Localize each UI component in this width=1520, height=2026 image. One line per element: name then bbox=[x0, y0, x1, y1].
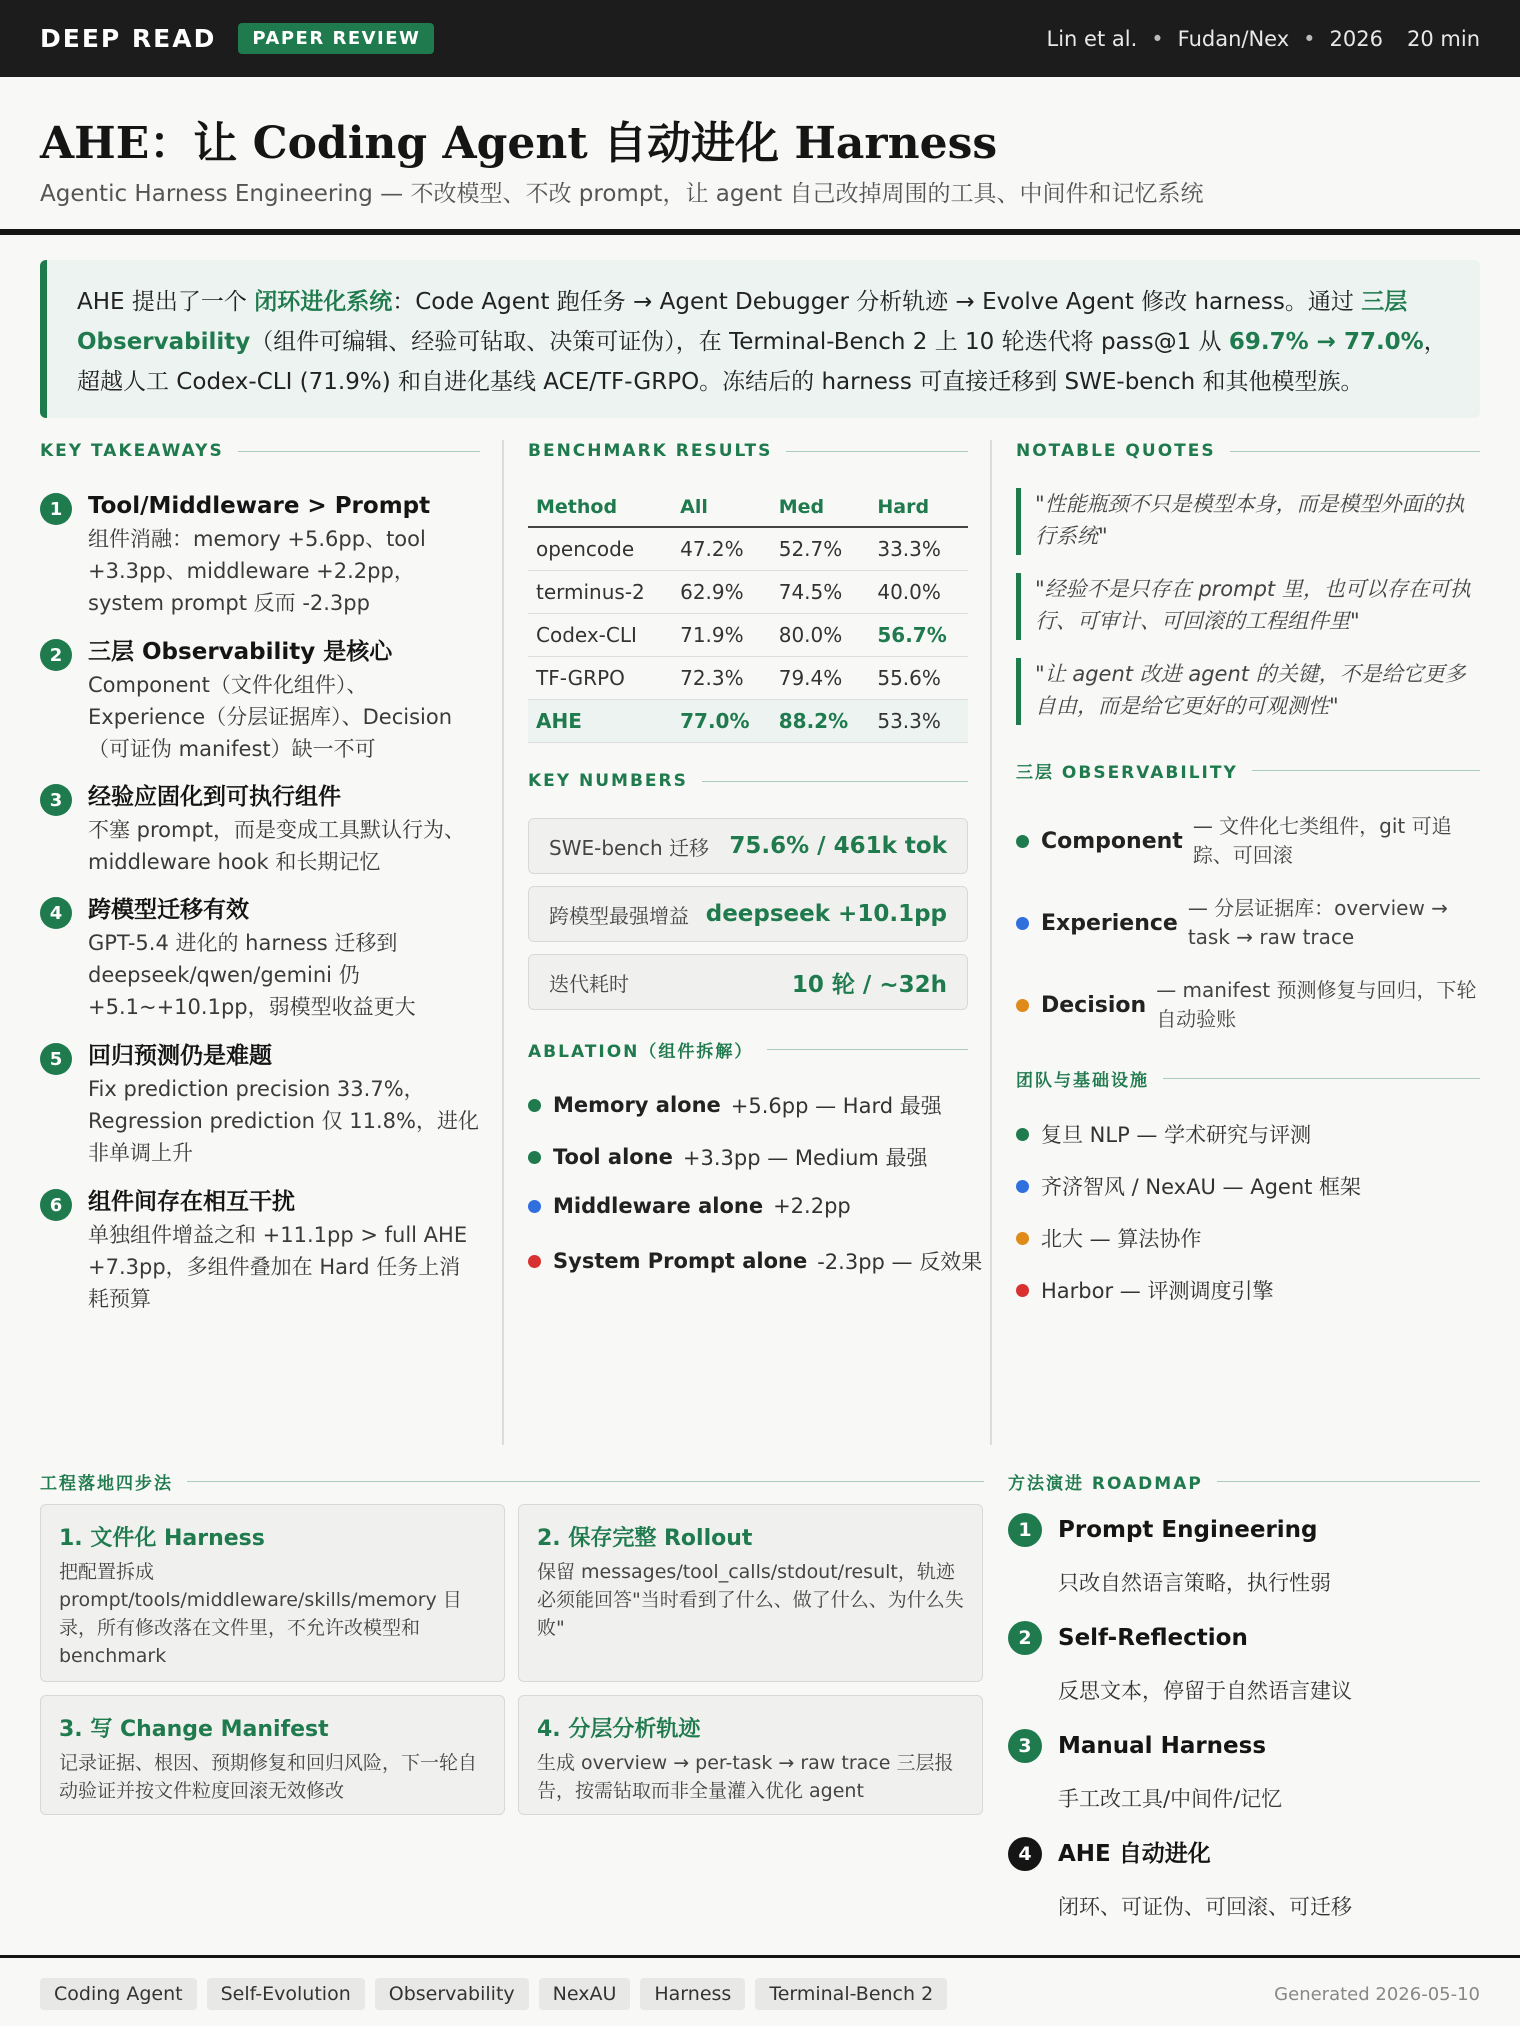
step-card bbox=[40, 1695, 505, 1815]
tag-chip[interactable]: Harness bbox=[640, 1978, 745, 2010]
step-card bbox=[40, 1504, 505, 1682]
observability-item bbox=[1016, 894, 1480, 952]
column-header: Method bbox=[528, 490, 672, 527]
column-divider bbox=[502, 440, 504, 1445]
footer-divider bbox=[0, 1955, 1520, 1958]
takeaway-number: 2 bbox=[40, 639, 72, 671]
page-title: AHE：让 Coding Agent 自动进化 Harness bbox=[40, 118, 998, 169]
ablation-name: Memory alone bbox=[553, 1093, 721, 1117]
roadmap-item bbox=[1008, 1621, 1480, 1705]
team-item bbox=[1016, 1119, 1311, 1149]
separator-dot: • bbox=[1151, 26, 1164, 51]
header-divider bbox=[0, 229, 1520, 235]
roadmap-item bbox=[1008, 1837, 1480, 1921]
table-cell: 52.7% bbox=[771, 527, 870, 570]
team-text: 北大 — 算法协作 bbox=[1041, 1227, 1202, 1251]
roadmap-body: 只改自然语言策略，执行性弱 bbox=[1058, 1571, 1331, 1595]
key-number-label: 跨模型最强增益 bbox=[549, 903, 689, 928]
separator-dot: • bbox=[1303, 26, 1316, 51]
ablation-name: Tool alone bbox=[553, 1145, 673, 1169]
roadmap-number: 1 bbox=[1008, 1513, 1042, 1547]
column-header: All bbox=[672, 490, 771, 527]
table-cell: 77.0% bbox=[672, 699, 771, 742]
roadmap-number: 2 bbox=[1008, 1621, 1042, 1655]
brand-logo: DEEP READ bbox=[40, 24, 217, 53]
quote-item: "性能瓶颈不只是模型本身，而是模型外面的执行系统" bbox=[1016, 488, 1480, 555]
table-cell: 72.3% bbox=[672, 656, 771, 699]
step-title: 1. 文件化 Harness bbox=[59, 1526, 265, 1551]
roadmap-number: 4 bbox=[1008, 1837, 1042, 1871]
organization: Fudan/Nex bbox=[1177, 26, 1290, 51]
ablation-item bbox=[528, 1090, 942, 1120]
table-cell: 33.3% bbox=[869, 527, 968, 570]
ablation-name: Middleware alone bbox=[553, 1194, 764, 1218]
column-header: Hard bbox=[869, 490, 968, 527]
observability-name: Experience bbox=[1041, 910, 1178, 936]
tag-chip[interactable]: Coding Agent bbox=[40, 1978, 197, 2010]
team-text: Harbor — 评测调度引擎 bbox=[1041, 1279, 1274, 1303]
table-row-highlighted bbox=[528, 699, 968, 742]
table-row bbox=[528, 613, 968, 656]
takeaway-title: 三层 Observability 是核心 bbox=[88, 639, 393, 665]
takeaway-item bbox=[40, 1185, 480, 1315]
column-divider bbox=[990, 440, 992, 1445]
observability-item bbox=[1016, 976, 1480, 1034]
roadmap-title: Self-Reflection bbox=[1058, 1625, 1248, 1651]
benchmark-table bbox=[528, 490, 968, 743]
takeaway-item bbox=[40, 635, 480, 765]
team-item bbox=[1016, 1275, 1273, 1305]
paper-review-badge: PAPER REVIEW bbox=[238, 23, 434, 54]
takeaway-body: Component（文件化组件）、Experience（分层证据库）、Decision（可证伪 manifest）缺一不可 bbox=[88, 673, 453, 761]
quote-item: "让 agent 改进 agent 的关键，不是给它更多自由，而是给它更好的可观测性" bbox=[1016, 658, 1480, 725]
takeaway-number: 5 bbox=[40, 1043, 72, 1075]
roadmap-title: Manual Harness bbox=[1058, 1733, 1267, 1759]
bullet-dot bbox=[1016, 917, 1029, 930]
takeaway-title: 回归预测仍是难题 bbox=[88, 1043, 272, 1069]
takeaway-title: 跨模型迁移有效 bbox=[88, 897, 249, 923]
bullet-dot bbox=[1016, 1232, 1029, 1245]
bullet-dot bbox=[1016, 1180, 1029, 1193]
observability-desc: — 分层证据库：overview → task → raw trace bbox=[1187, 896, 1448, 949]
table-cell: 55.6% bbox=[869, 656, 968, 699]
ablation-item bbox=[528, 1194, 851, 1218]
table-cell: 56.7% bbox=[869, 613, 968, 656]
step-title: 2. 保存完整 Rollout bbox=[537, 1526, 753, 1551]
ablation-value: +5.6pp — Hard 最强 bbox=[730, 1094, 942, 1118]
roadmap-title: AHE 自动进化 bbox=[1058, 1841, 1211, 1867]
table-cell: 47.2% bbox=[672, 527, 771, 570]
key-number-card bbox=[528, 954, 968, 1010]
key-number-card bbox=[528, 818, 968, 874]
step-body: 保留 messages/tool_calls/stdout/result，轨迹必须能回答"当时看到了什么、做了什么、为什么失败" bbox=[537, 1561, 964, 1639]
observability-desc: — manifest 预测修复与回归，下轮自动验账 bbox=[1156, 978, 1477, 1031]
tag-chip[interactable]: NexAU bbox=[539, 1978, 631, 2010]
takeaway-number: 6 bbox=[40, 1189, 72, 1221]
table-cell: 62.9% bbox=[672, 570, 771, 613]
section-heading-team: 团队与基础设施 bbox=[1016, 1066, 1480, 1091]
table-cell: terminus-2 bbox=[528, 570, 672, 613]
bullet-dot bbox=[528, 1200, 541, 1213]
takeaway-body: GPT-5.4 进化的 harness 迁移到 deepseek/qwen/gemini 仍 +5.1~+10.1pp，弱模型收益更大 bbox=[88, 931, 416, 1019]
roadmap-item bbox=[1008, 1729, 1480, 1813]
table-row bbox=[528, 656, 968, 699]
roadmap-title: Prompt Engineering bbox=[1058, 1517, 1318, 1543]
step-body: 记录证据、根因、预期修复和回归风险，下一轮自动验证并按文件粒度回滚无效修改 bbox=[59, 1752, 478, 1802]
ablation-name: System Prompt alone bbox=[553, 1249, 808, 1273]
table-cell: TF-GRPO bbox=[528, 656, 672, 699]
section-heading-quotes: NOTABLE QUOTES bbox=[1016, 441, 1480, 461]
tag-chip[interactable]: Observability bbox=[375, 1978, 529, 2010]
step-card bbox=[518, 1695, 983, 1815]
table-cell: AHE bbox=[528, 699, 672, 742]
team-item bbox=[1016, 1223, 1201, 1253]
takeaway-body: 单独组件增益之和 +11.1pp > full AHE +7.3pp，多组件叠加在 Hard 任务上消耗预算 bbox=[88, 1223, 468, 1311]
table-cell: 71.9% bbox=[672, 613, 771, 656]
roadmap-number: 3 bbox=[1008, 1729, 1042, 1763]
table-cell: 79.4% bbox=[771, 656, 870, 699]
tag-chip[interactable]: Terminal-Bench 2 bbox=[755, 1978, 947, 2010]
bullet-dot bbox=[1016, 999, 1029, 1012]
takeaway-item bbox=[40, 780, 480, 878]
quote-item: "经验不是只存在 prompt 里，也可以存在可执行、可审计、可回滚的工程组件里" bbox=[1016, 573, 1480, 640]
takeaway-number: 4 bbox=[40, 897, 72, 929]
takeaway-item bbox=[40, 1039, 480, 1169]
key-number-value: 75.6% / 461k tok bbox=[729, 833, 947, 859]
summary-text: ：Code Agent 跑任务 → Agent Debugger 分析轨迹 → Evolve Agent 修改 harness。通过 bbox=[392, 289, 1362, 315]
read-time: 20 min bbox=[1407, 26, 1480, 51]
takeaway-title: 经验应固化到可执行组件 bbox=[88, 784, 341, 810]
paper-meta bbox=[1047, 27, 1480, 51]
takeaway-title: Tool/Middleware > Prompt bbox=[88, 493, 431, 519]
takeaway-title: 组件间存在相互干扰 bbox=[88, 1189, 295, 1215]
tag-list bbox=[40, 1978, 947, 2010]
observability-name: Component bbox=[1041, 828, 1183, 854]
takeaway-body: 不塞 prompt，而是变成工具默认行为、middleware hook 和长期记忆 bbox=[88, 818, 466, 874]
table-cell: 53.3% bbox=[869, 699, 968, 742]
section-heading-roadmap: 方法演进 ROADMAP bbox=[1008, 1469, 1480, 1494]
roadmap-body: 反思文本，停留于自然语言建议 bbox=[1058, 1679, 1352, 1703]
table-cell: 40.0% bbox=[869, 570, 968, 613]
section-heading-key-numbers: KEY NUMBERS bbox=[528, 771, 968, 791]
ablation-value: -2.3pp — 反效果 bbox=[817, 1250, 983, 1274]
summary-text: AHE 提出了一个 bbox=[77, 289, 255, 315]
bullet-dot bbox=[528, 1151, 541, 1164]
summary-text: （组件可编辑、经验可钻取、决策可证伪），在 Terminal-Bench 2 上 10 轮迭代将 pass@1 从 bbox=[250, 329, 1229, 355]
key-number-label: 迭代耗时 bbox=[549, 971, 629, 996]
year: 2026 bbox=[1329, 26, 1383, 51]
section-heading-steps: 工程落地四步法 bbox=[40, 1469, 984, 1494]
roadmap-body: 手工改工具/中间件/记忆 bbox=[1058, 1787, 1283, 1811]
step-card bbox=[518, 1504, 983, 1682]
observability-name: Decision bbox=[1041, 992, 1147, 1018]
section-heading-takeaways: KEY TAKEAWAYS bbox=[40, 441, 480, 461]
column-header: Med bbox=[771, 490, 870, 527]
takeaway-body: 组件消融：memory +5.6pp、tool +3.3pp、middleware +2.2pp，system prompt 反而 -2.3pp bbox=[88, 527, 426, 615]
authors: Lin et al. bbox=[1046, 26, 1138, 51]
ablation-value: +3.3pp — Medium 最强 bbox=[682, 1146, 928, 1170]
ablation-item bbox=[528, 1142, 928, 1172]
team-text: 复旦 NLP — 学术研究与评测 bbox=[1041, 1123, 1312, 1147]
key-number-label: SWE-bench 迁移 bbox=[549, 835, 710, 860]
table-cell: opencode bbox=[528, 527, 672, 570]
key-number-card bbox=[528, 886, 968, 942]
table-cell: 88.2% bbox=[771, 699, 870, 742]
observability-desc: — 文件化七类组件，git 可追踪、可回滚 bbox=[1192, 814, 1452, 867]
takeaway-item bbox=[40, 489, 480, 619]
takeaway-number: 1 bbox=[40, 493, 72, 525]
table-cell: 80.0% bbox=[771, 613, 870, 656]
takeaway-body: Fix prediction precision 33.7%，Regression prediction 仅 11.8%，进化非单调上升 bbox=[88, 1077, 479, 1165]
bullet-dot bbox=[1016, 1128, 1029, 1141]
section-heading-benchmark: BENCHMARK RESULTS bbox=[528, 441, 968, 461]
top-bar bbox=[0, 0, 1520, 77]
page-subtitle: Agentic Harness Engineering — 不改模型、不改 prompt，让 agent 自己改掉周围的工具、中间件和记忆系统 bbox=[40, 181, 1204, 207]
ablation-value: +2.2pp bbox=[773, 1194, 851, 1218]
bullet-dot bbox=[1016, 835, 1029, 848]
step-body: 生成 overview → per-task → raw trace 三层报告，按需钻取而非全量灌入优化 agent bbox=[537, 1752, 954, 1802]
roadmap-body: 闭环、可证伪、可回滚、可迁移 bbox=[1058, 1895, 1352, 1919]
step-title: 4. 分层分析轨迹 bbox=[537, 1717, 701, 1742]
section-heading-observability: 三层 OBSERVABILITY bbox=[1016, 758, 1480, 783]
summary-keyword: 69.7% → 77.0% bbox=[1228, 329, 1424, 355]
summary-text: ，超越人工 Codex-CLI (71.9%) 和自进化基线 ACE/TF-GRPO。冻结后的 harness 可直接迁移到 SWE-bench 和其他模型族。 bbox=[77, 329, 1447, 395]
bullet-dot bbox=[528, 1099, 541, 1112]
step-body: 把配置拆成 prompt/tools/middleware/skills/memory 目录，所有修改落在文件里，不允许改模型和 benchmark bbox=[59, 1561, 462, 1667]
generated-date: Generated 2026-05-10 bbox=[1274, 1984, 1480, 2005]
bullet-dot bbox=[1016, 1284, 1029, 1297]
step-title: 3. 写 Change Manifest bbox=[59, 1717, 329, 1742]
table-row bbox=[528, 527, 968, 570]
takeaway-item bbox=[40, 893, 480, 1023]
takeaway-number: 3 bbox=[40, 784, 72, 816]
roadmap-item bbox=[1008, 1513, 1480, 1597]
key-number-value: 10 轮 / ~32h bbox=[791, 971, 947, 998]
summary-keyword: 三层 Observability bbox=[77, 289, 1408, 355]
table-row bbox=[528, 570, 968, 613]
table-cell: 74.5% bbox=[771, 570, 870, 613]
table-header-row bbox=[528, 490, 968, 527]
summary-keyword: 闭环进化系统 bbox=[254, 289, 393, 315]
observability-item bbox=[1016, 812, 1480, 870]
key-number-value: deepseek +10.1pp bbox=[705, 901, 947, 927]
team-item bbox=[1016, 1171, 1361, 1201]
team-text: 齐济智风 / NexAU — Agent 框架 bbox=[1041, 1175, 1362, 1199]
tag-chip[interactable]: Self-Evolution bbox=[207, 1978, 365, 2010]
ablation-item bbox=[528, 1246, 982, 1276]
summary-callout bbox=[40, 260, 1480, 418]
table-cell: Codex-CLI bbox=[528, 613, 672, 656]
bullet-dot bbox=[528, 1255, 541, 1268]
section-heading-ablation: ABLATION（组件拆解） bbox=[528, 1037, 968, 1062]
